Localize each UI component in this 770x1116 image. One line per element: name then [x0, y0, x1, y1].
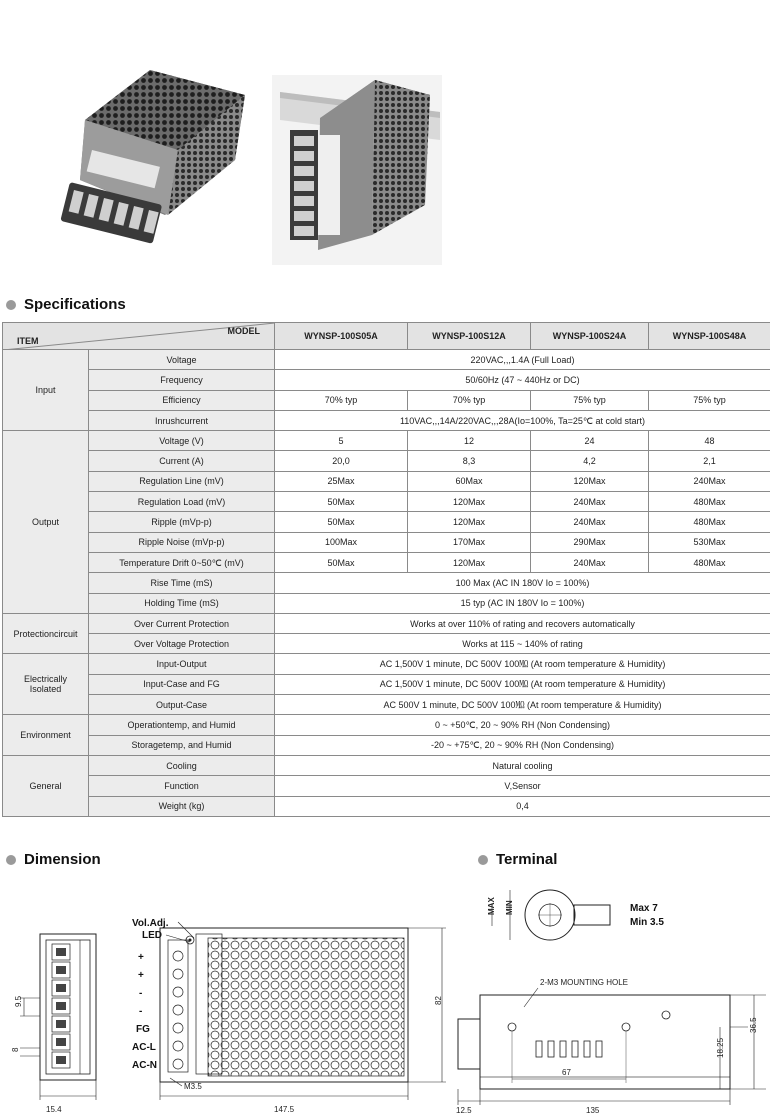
led-label: LED: [142, 930, 162, 941]
row-label: Cooling: [89, 755, 275, 775]
model-header: WYNSP-100S24A: [531, 323, 649, 350]
model-header: WYNSP-100S05A: [275, 323, 408, 350]
screw-label: M3.5: [184, 1082, 202, 1091]
dim-edge-label: 8: [11, 1047, 20, 1052]
cell-value: 240Max: [531, 492, 649, 512]
cell-value: 24: [531, 431, 649, 451]
table-row: [3, 471, 770, 491]
row-value: AC 1,500V 1 minute, DC 500V 100㏁ (At room temperature & Humidity): [275, 654, 770, 674]
row-value: AC 500V 1 minute, DC 500V 100㏁ (At room temperature & Humidity): [275, 695, 770, 715]
cell-value: 48: [649, 431, 770, 451]
bullet-icon: [6, 300, 16, 310]
row-label: Voltage (V): [89, 431, 275, 451]
item-label: ITEM: [17, 336, 39, 346]
row-value: 0,4: [275, 796, 770, 816]
row-label: Current (A): [89, 451, 275, 471]
table-row: [3, 492, 770, 512]
vol-adj-label: Vol.Adj.: [132, 918, 169, 929]
row-value: AC 1,500V 1 minute, DC 500V 100㏁ (At room temperature & Humidity): [275, 674, 770, 694]
table-row: [3, 613, 770, 633]
table-row: [3, 512, 770, 532]
specifications-title: Specifications: [24, 296, 126, 313]
row-value: Works at over 110% of rating and recovers automatically: [275, 613, 770, 633]
cell-value: 170Max: [408, 532, 531, 552]
table-row: [3, 715, 770, 735]
group-general: General: [3, 755, 89, 816]
row-label: Input-Case and FG: [89, 674, 275, 694]
product-photos: [0, 0, 770, 280]
cell-value: 2,1: [649, 451, 770, 471]
specifications-heading: [6, 296, 126, 313]
cell-value: 50Max: [275, 492, 408, 512]
cell-value: 50Max: [275, 552, 408, 572]
dim-pitch-label: 9.5: [14, 995, 23, 1007]
max-label: MAX: [487, 897, 496, 915]
cell-value: 75% typ: [649, 390, 770, 410]
table-row: [3, 593, 770, 613]
row-value: Natural cooling: [275, 755, 770, 775]
row-label: Holding Time (mS): [89, 593, 275, 613]
table-row: [3, 634, 770, 654]
row-label: Regulation Load (mV): [89, 492, 275, 512]
cell-value: 120Max: [408, 512, 531, 532]
power-supply-photo-din-rail: [272, 75, 442, 265]
row-label: Temperature Drift 0~50℃ (mV): [89, 552, 275, 572]
dimension-heading: [6, 851, 101, 868]
table-row: [3, 532, 770, 552]
table-row: [3, 674, 770, 694]
cell-value: 100Max: [275, 532, 408, 552]
row-value: 15 typ (AC IN 180V Io = 100%): [275, 593, 770, 613]
cell-value: 480Max: [649, 552, 770, 572]
row-label: Ripple (mVp-p): [89, 512, 275, 532]
table-row: [3, 431, 770, 451]
side-view-drawing: [0, 900, 110, 1116]
cell-value: 480Max: [649, 512, 770, 532]
group-isolated: Electrically Isolated: [3, 654, 89, 715]
dim-135-label: 135: [586, 1106, 600, 1115]
table-row: [3, 350, 770, 370]
row-value: V,Sensor: [275, 776, 770, 796]
cell-value: 240Max: [649, 471, 770, 491]
cell-value: 60Max: [408, 471, 531, 491]
terminal-label: AC-N: [132, 1060, 157, 1071]
min-value-label: Min 3.5: [630, 917, 664, 928]
dim-18-25-label: 18.25: [716, 1037, 725, 1058]
cell-value: 70% typ: [275, 390, 408, 410]
table-row: [3, 451, 770, 471]
cell-value: 70% typ: [408, 390, 531, 410]
terminal-title: Terminal: [496, 851, 558, 868]
cell-value: 120Max: [408, 492, 531, 512]
group-protection: Protectioncircuit: [3, 613, 89, 654]
dim-width-top-label: 147.5: [274, 1105, 295, 1114]
table-row: [3, 410, 770, 430]
row-label: Efficiency: [89, 390, 275, 410]
row-value: 100 Max (AC IN 180V Io = 100%): [275, 573, 770, 593]
dimension-title: Dimension: [24, 851, 101, 868]
cell-value: 50Max: [275, 512, 408, 532]
top-view-drawing: [110, 900, 460, 1116]
table-row: [3, 755, 770, 775]
row-value: 220VAC,,,1.4A (Full Load): [275, 350, 770, 370]
row-value: 110VAC,,,14A/220VAC,,,28A(Io=100%, Ta=25℃ at cold start): [275, 410, 770, 430]
terminal-label: +: [138, 952, 144, 963]
dim-12-5-label: 12.5: [456, 1106, 472, 1115]
terminal-label: -: [139, 1006, 143, 1017]
bullet-icon: [6, 855, 16, 865]
table-row: [3, 776, 770, 796]
cell-value: 480Max: [649, 492, 770, 512]
cell-value: 530Max: [649, 532, 770, 552]
table-row: [3, 796, 770, 816]
dim-36-5-label: 36.5: [749, 1017, 758, 1033]
terminal-label: -: [139, 988, 143, 999]
cell-value: 25Max: [275, 471, 408, 491]
terminal-label: FG: [136, 1024, 150, 1035]
model-label: MODEL: [227, 326, 260, 336]
row-label: Ripple Noise (mVp-p): [89, 532, 275, 552]
row-label: Rise Time (mS): [89, 573, 275, 593]
table-row: [3, 735, 770, 755]
row-value: -20 ~ +75℃, 20 ~ 90% RH (Non Condensing): [275, 735, 770, 755]
min-label: MIN: [505, 900, 514, 915]
specifications-table: [2, 322, 770, 817]
cell-value: 12: [408, 431, 531, 451]
cell-value: 5: [275, 431, 408, 451]
max-value-label: Max 7: [630, 903, 658, 914]
cell-value: 240Max: [531, 512, 649, 532]
row-label: Weight (kg): [89, 796, 275, 816]
row-label: Input-Output: [89, 654, 275, 674]
row-label: Frequency: [89, 370, 275, 390]
row-value: 50/60Hz (47 ~ 440Hz or DC): [275, 370, 770, 390]
row-label: Inrushcurrent: [89, 410, 275, 430]
row-label: Voltage: [89, 350, 275, 370]
cell-value: 20,0: [275, 451, 408, 471]
row-label: Over Current Protection: [89, 613, 275, 633]
row-label: Storagetemp, and Humid: [89, 735, 275, 755]
row-label: Output-Case: [89, 695, 275, 715]
terminal-label: AC-L: [132, 1042, 156, 1053]
table-row: [3, 552, 770, 572]
cell-value: 120Max: [408, 552, 531, 572]
cell-value: 240Max: [531, 552, 649, 572]
terminal-label: +: [138, 970, 144, 981]
dim-height-top-label: 82: [434, 996, 443, 1005]
cell-value: 120Max: [531, 471, 649, 491]
dim-67-label: 67: [562, 1068, 571, 1077]
group-input: Input: [3, 350, 89, 431]
table-row: [3, 654, 770, 674]
cell-value: 8,3: [408, 451, 531, 471]
table-header-row: [3, 323, 770, 350]
row-value: 0 ~ +50℃, 20 ~ 90% RH (Non Condensing): [275, 715, 770, 735]
model-header: WYNSP-100S12A: [408, 323, 531, 350]
mounting-hole-label: 2-M3 MOUNTING HOLE: [540, 978, 629, 987]
table-row: [3, 390, 770, 410]
cell-value: 4,2: [531, 451, 649, 471]
row-value: Works at 115 ~ 140% of rating: [275, 634, 770, 654]
terminal-lug-drawing: [470, 875, 770, 955]
bullet-icon: [478, 855, 488, 865]
model-header: WYNSP-100S48A: [649, 323, 770, 350]
terminal-heading: [478, 851, 557, 868]
dim-width-side-label: 15.4: [46, 1105, 62, 1114]
row-label: Operationtemp, and Humid: [89, 715, 275, 735]
table-row: [3, 370, 770, 390]
row-label: Regulation Line (mV): [89, 471, 275, 491]
cell-value: 290Max: [531, 532, 649, 552]
header-corner-cell: [3, 323, 275, 350]
group-environment: Environment: [3, 715, 89, 756]
row-label: Function: [89, 776, 275, 796]
group-output: Output: [3, 431, 89, 614]
row-label: Over Voltage Protection: [89, 634, 275, 654]
table-row: [3, 695, 770, 715]
table-row: [3, 573, 770, 593]
side-elevation-drawing: [448, 965, 770, 1116]
cell-value: 75% typ: [531, 390, 649, 410]
power-supply-photo-front: [60, 70, 245, 244]
